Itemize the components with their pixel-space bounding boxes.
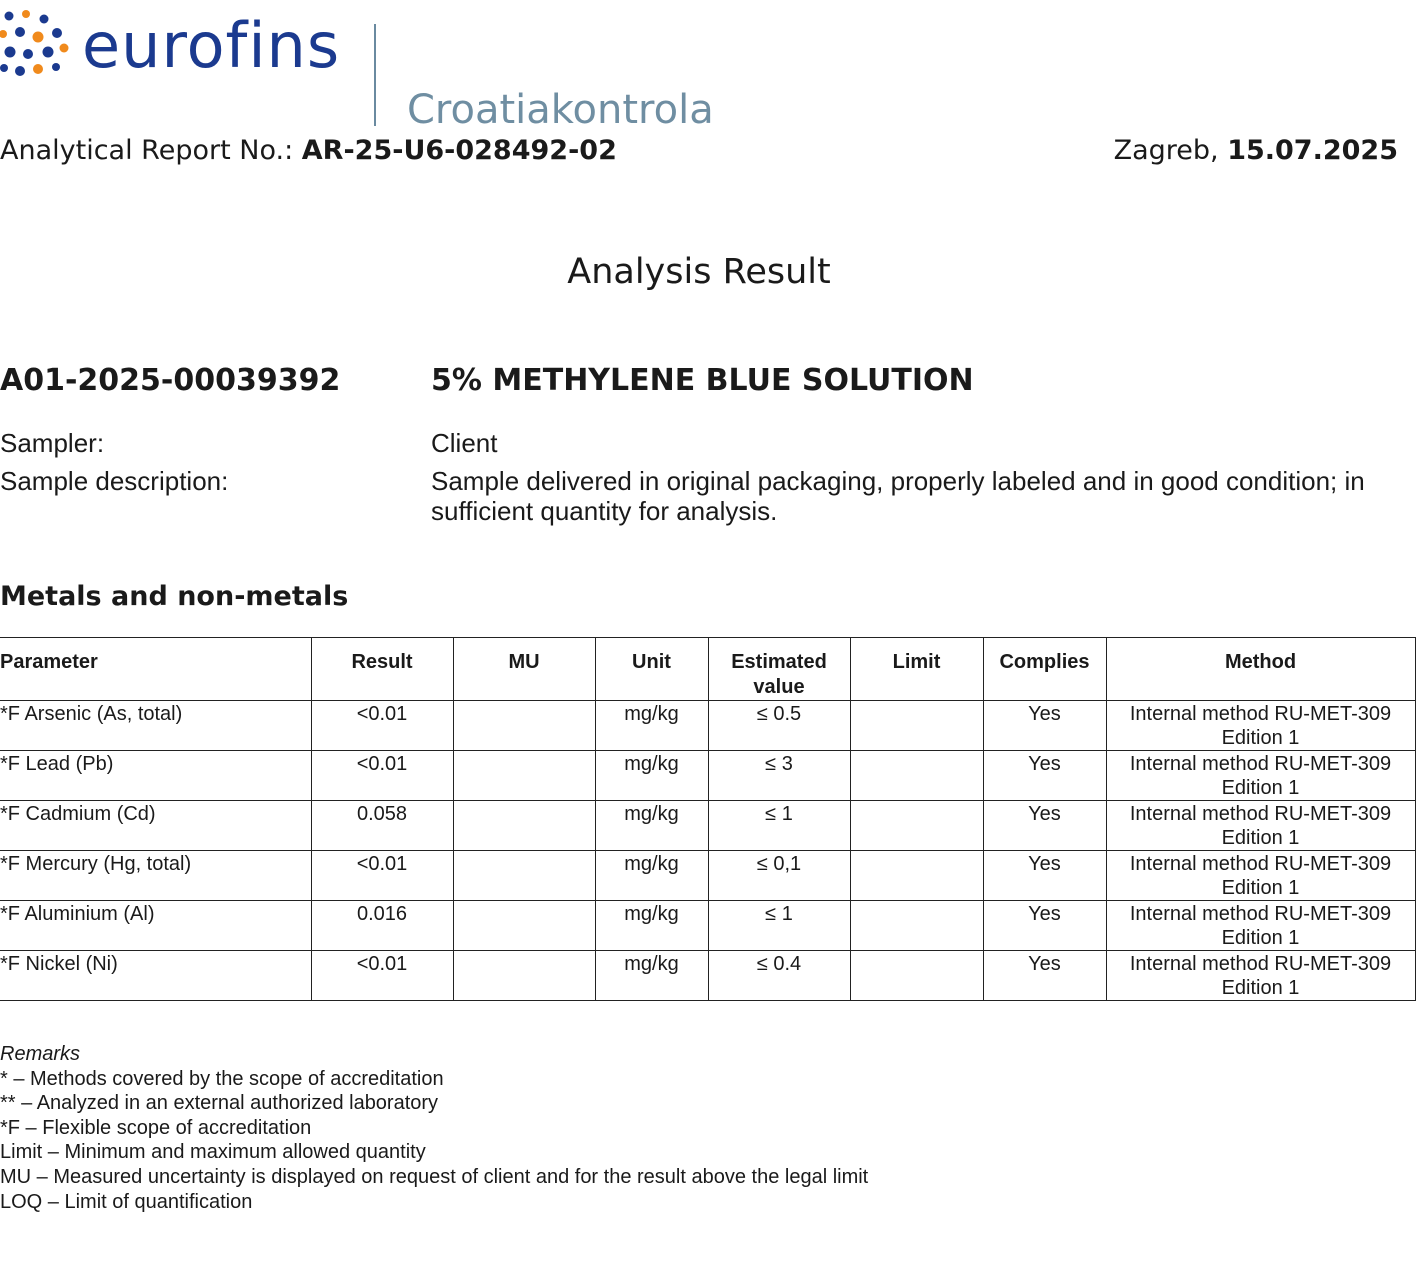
cell-complies: Yes xyxy=(983,901,1106,951)
cell-method xyxy=(1106,901,1415,951)
cell-unit: mg/kg xyxy=(595,801,708,851)
report-number-line xyxy=(0,134,617,168)
cell-complies: Yes xyxy=(983,801,1106,851)
method-line1: Internal method RU-MET-309 xyxy=(1129,703,1392,725)
method-line1: Internal method RU-MET-309 xyxy=(1129,803,1392,825)
cell-unit: mg/kg xyxy=(595,751,708,801)
method-line1: Internal method RU-MET-309 xyxy=(1129,753,1392,775)
method-line2: Edition 1 xyxy=(1221,777,1300,799)
eurofins-logo-text: eurofins xyxy=(82,9,341,82)
eurofins-logo-mark-icon xyxy=(0,10,70,80)
croatiakontrola-logo-text: Croatiakontrola xyxy=(407,87,714,133)
cell-result: <0.01 xyxy=(311,751,453,801)
remark-line: ** – Analyzed in an external authorized laboratory xyxy=(0,1092,439,1115)
report-place: Zagreb, xyxy=(1113,135,1228,166)
cell-limit xyxy=(850,901,983,951)
method-line2: Edition 1 xyxy=(1221,927,1300,949)
header-unit: Unit xyxy=(595,638,708,701)
cell-mu xyxy=(453,701,595,751)
cell-unit: mg/kg xyxy=(595,951,708,1001)
sample-name: 5% METHYLENE BLUE SOLUTION xyxy=(431,363,974,398)
cell-method xyxy=(1106,851,1415,901)
section-title: Metals and non-metals xyxy=(0,581,349,612)
page-title: Analysis Result xyxy=(567,252,831,292)
cell-method xyxy=(1106,951,1415,1001)
cell-estimated: ≤ 0,1 xyxy=(708,851,850,901)
cell-result: 0.058 xyxy=(311,801,453,851)
remarks-title: Remarks xyxy=(0,1043,81,1065)
results-table xyxy=(0,637,1416,1001)
logo-divider xyxy=(374,24,376,126)
cell-estimated: ≤ 3 xyxy=(708,751,850,801)
table-row xyxy=(0,901,1415,951)
cell-complies: Yes xyxy=(983,951,1106,1001)
cell-result: <0.01 xyxy=(311,951,453,1001)
cell-limit xyxy=(850,751,983,801)
cell-complies: Yes xyxy=(983,851,1106,901)
cell-result: <0.01 xyxy=(311,851,453,901)
cell-parameter: *F Mercury (Hg, total) xyxy=(0,851,311,901)
remark-line: * – Methods covered by the scope of accreditation xyxy=(0,1067,444,1090)
method-line1: Internal method RU-MET-309 xyxy=(1129,903,1392,925)
header-estimated-line2: value xyxy=(753,676,805,698)
remark-line: *F – Flexible scope of accreditation xyxy=(0,1116,312,1139)
cell-limit xyxy=(850,851,983,901)
cell-mu xyxy=(453,851,595,901)
table-row xyxy=(0,751,1415,801)
cell-estimated: ≤ 0.4 xyxy=(708,951,850,1001)
cell-mu xyxy=(453,751,595,801)
cell-unit: mg/kg xyxy=(595,851,708,901)
cell-estimated: ≤ 0.5 xyxy=(708,701,850,751)
cell-complies: Yes xyxy=(983,751,1106,801)
table-header-row xyxy=(0,638,1415,701)
header-method: Method xyxy=(1106,638,1415,701)
remarks xyxy=(0,1042,868,1214)
table-row xyxy=(0,951,1415,1001)
header-estimated-value xyxy=(708,638,850,701)
cell-limit xyxy=(850,801,983,851)
report-date: 15.07.2025 xyxy=(1227,135,1398,166)
header-result: Result xyxy=(311,638,453,701)
header-complies: Complies xyxy=(983,638,1106,701)
remark-line: Limit – Minimum and maximum allowed quantity xyxy=(0,1141,426,1164)
cell-limit xyxy=(850,701,983,751)
remark-line: LOQ – Limit of quantification xyxy=(0,1190,253,1213)
sample-description-label: Sample description: xyxy=(0,466,229,496)
cell-parameter: *F Aluminium (Al) xyxy=(0,901,311,951)
sample-description-value: Sample delivered in original packaging, properly labeled and in good condition; in sufficient quantity for analysis. xyxy=(431,466,1365,526)
method-line2: Edition 1 xyxy=(1221,877,1300,899)
header-parameter: Parameter xyxy=(0,638,311,701)
cell-unit: mg/kg xyxy=(595,701,708,751)
cell-parameter: *F Nickel (Ni) xyxy=(0,951,311,1001)
cell-method xyxy=(1106,801,1415,851)
cell-estimated: ≤ 1 xyxy=(708,801,850,851)
table-row xyxy=(0,851,1415,901)
report-number: AR-25-U6-028492-02 xyxy=(301,135,617,166)
table-row xyxy=(0,801,1415,851)
table-row xyxy=(0,701,1415,751)
cell-complies: Yes xyxy=(983,701,1106,751)
cell-parameter: *F Cadmium (Cd) xyxy=(0,801,311,851)
cell-limit xyxy=(850,951,983,1001)
header-limit: Limit xyxy=(850,638,983,701)
sampler-label: Sampler: xyxy=(0,428,105,458)
cell-parameter: *F Arsenic (As, total) xyxy=(0,701,311,751)
header-estimated-line1: Estimated xyxy=(731,651,827,673)
cell-result: 0.016 xyxy=(311,901,453,951)
method-line2: Edition 1 xyxy=(1221,827,1300,849)
cell-estimated: ≤ 1 xyxy=(708,901,850,951)
method-line2: Edition 1 xyxy=(1221,727,1300,749)
sample-id: A01-2025-00039392 xyxy=(0,363,341,398)
header-mu: MU xyxy=(453,638,595,701)
remark-line: MU – Measured uncertainty is displayed on request of client and for the result above the legal limit xyxy=(0,1165,869,1188)
method-line2: Edition 1 xyxy=(1221,977,1300,999)
report-number-label: Analytical Report No.: xyxy=(0,135,302,166)
cell-method xyxy=(1106,751,1415,801)
cell-mu xyxy=(453,801,595,851)
method-line1: Internal method RU-MET-309 xyxy=(1129,853,1392,875)
sampler-value: Client xyxy=(431,428,498,458)
cell-mu xyxy=(453,951,595,1001)
cell-parameter: *F Lead (Pb) xyxy=(0,751,311,801)
cell-mu xyxy=(453,901,595,951)
report-place-date xyxy=(1114,134,1398,168)
method-line1: Internal method RU-MET-309 xyxy=(1129,953,1392,975)
cell-result: <0.01 xyxy=(311,701,453,751)
cell-unit: mg/kg xyxy=(595,901,708,951)
cell-method xyxy=(1106,701,1415,751)
